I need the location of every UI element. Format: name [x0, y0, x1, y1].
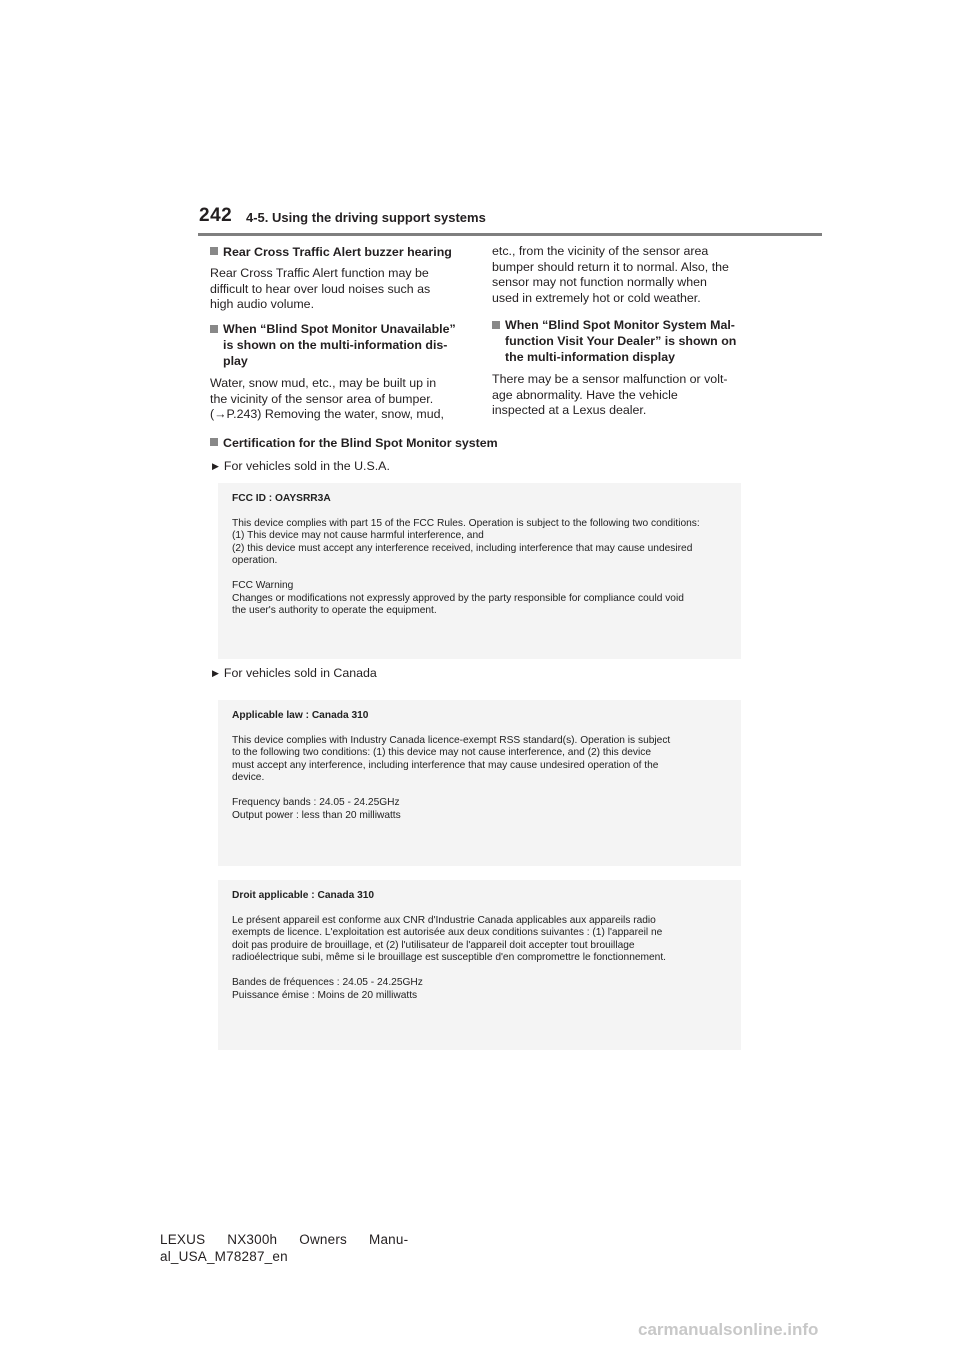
page-number: 242: [199, 205, 233, 226]
section-title: 4-5. Using the driving support systems: [246, 210, 486, 225]
fcc-certification-image: FCC ID : OAYSRR3A This device complies with part 15 of the FCC Rules. Operation is subject to the following two conditions: (1) This device may not cause harmful interference, and (2) this device must accept any interference received, including interference that may cause undesired operation. FCC Warning Changes or modifications not expressly approved by the party responsible for compliance could void the user's authority to operate the equipment.: [218, 483, 741, 659]
canada-label: ▶ For vehicles sold in Canada: [212, 666, 377, 680]
watermark: carmanualsonline.info: [638, 1320, 819, 1339]
header-rule: [198, 233, 822, 236]
paragraph-buzzer: Rear Cross Traffic Alert function may be difficult to hear over loud noises such as high audio volume.: [210, 266, 431, 312]
paragraph-malfunction: There may be a sensor malfunction or volt- age abnormality. Have the vehicle inspected at a Lexus dealer.: [492, 372, 728, 418]
heading-unavailable: When “Blind Spot Monitor Unavailable” is shown on the multi-information dis- play: [210, 321, 456, 369]
square-bullet-icon: [210, 438, 218, 446]
square-bullet-icon: [210, 247, 218, 255]
heading-certification: Certification for the Blind Spot Monitor system: [210, 435, 498, 451]
canada-en-certification-image: Applicable law : Canada 310 This device complies with Industry Canada licence-exempt RSS standard(s). Operation is subject to the following two conditions: (1) this device may not cause interference, and (2) this device must accept any interference, including interference that may cause undesired operation of the device. Frequency bands : 24.05 - 24.25GHz Output power : less than 20 milliwatts: [218, 700, 741, 866]
footer: LEXUS NX300h Owners Manu- al_USA_M78287_en: [160, 1232, 409, 1264]
canada-fr-certification-image: Droit applicable : Canada 310 Le présent appareil est conforme aux CNR d'Industrie Canada applicables aux appareils radio exempts de licence. L'exploitation est autorisée aux deux conditions suivantes : (1) l'appareil ne doit pas produire de brouillage, et (2) l'utilisateur de l'appareil doit accepter tout brouillage radioélectrique subi, même si le brouillage est susceptible d'en compromettre le fonctionnement. Bandes de fréquences : 24.05 - 24.25GHz Puissance émise : Moins de 20 milliwatts: [218, 880, 741, 1050]
square-bullet-icon: [492, 321, 500, 329]
heading-buzzer: Rear Cross Traffic Alert buzzer hearing: [210, 244, 452, 260]
paragraph-continued: etc., from the vicinity of the sensor area bumper should return it to normal. Also, the sensor may not function normally when used in extremely hot or cold weather.: [492, 244, 729, 306]
square-bullet-icon: [210, 325, 218, 333]
usa-label: ▶ For vehicles sold in the U.S.A.: [212, 459, 390, 473]
paragraph-unavailable: Water, snow mud, etc., may be built up in the vicinity of the sensor area of bumper. (→P.243) Removing the water, snow, mud,: [210, 376, 444, 422]
triangle-arrow-icon: ▶: [212, 461, 219, 471]
triangle-arrow-icon: ▶: [212, 668, 219, 678]
heading-malfunction: When “Blind Spot Monitor System Mal- function Visit Your Dealer” is shown on the multi-information display: [492, 317, 736, 365]
